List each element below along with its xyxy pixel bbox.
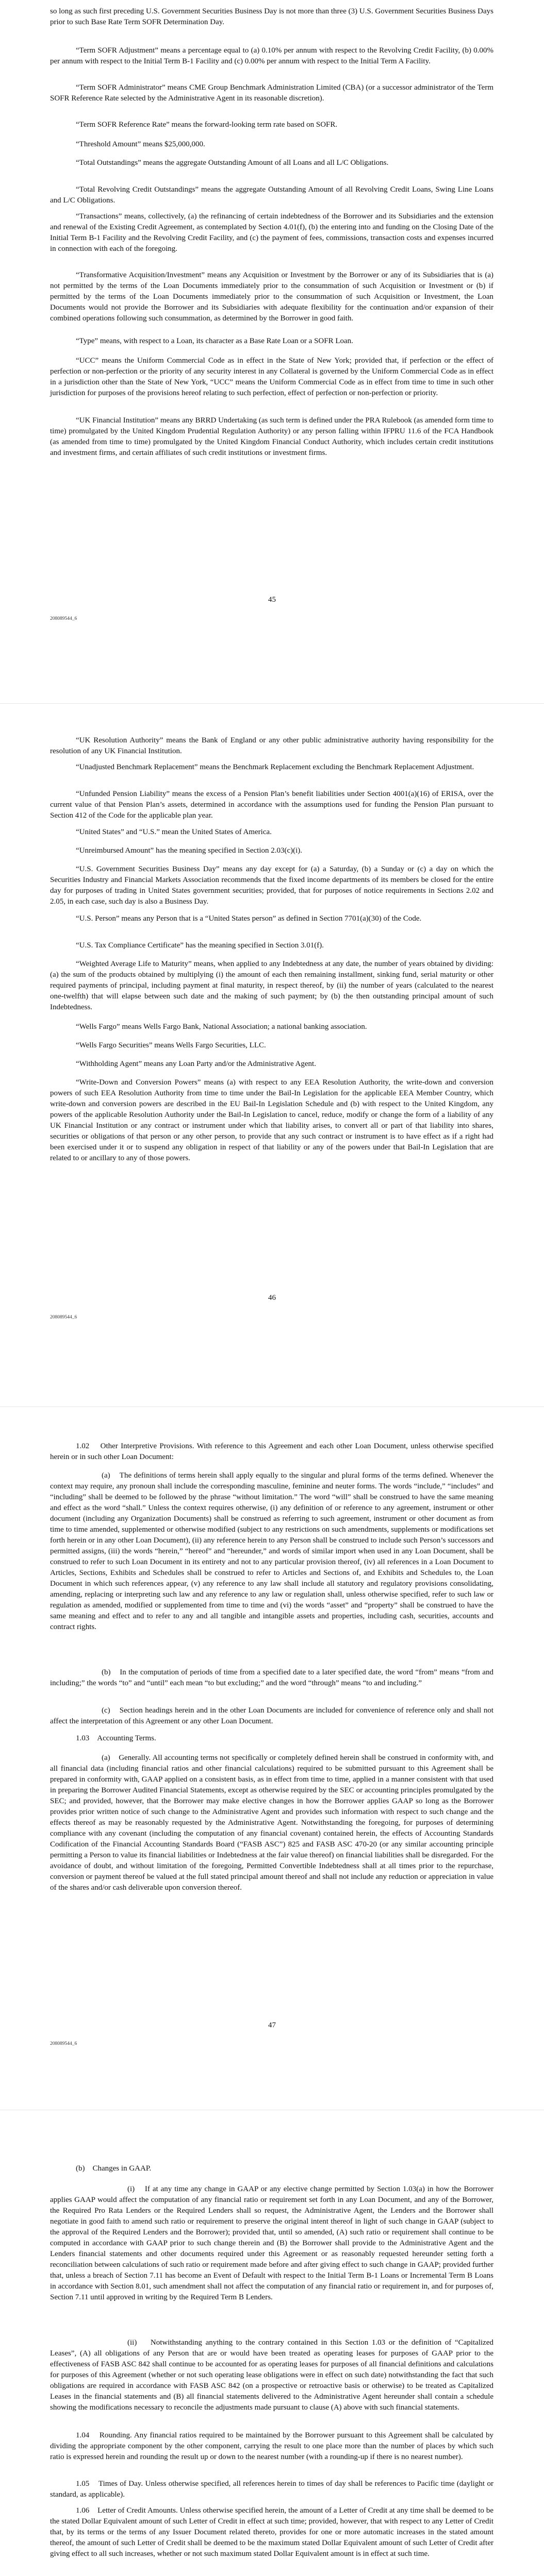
definition-withholding-agent: “Withholding Agent” means any Loan Party and/or the Administrative Agent. bbox=[76, 1060, 316, 1068]
page-48 bbox=[0, 2110, 544, 2576]
definition-term-sofr-administrator: “Term SOFR Administrator” means CME Group Benchmark Administration Limited (CBA) (or a successor administrator of the Term SOFR Reference Rate selected by the Administrative Agent in its reasonable discretion). bbox=[50, 83, 493, 103]
section-1-05: 1.05 Times of Day. Unless otherwise specified, all references herein to times of day shall be references to Pacific time (daylight or standard, as applicable). bbox=[50, 2480, 493, 2499]
definition-wells-fargo-securities: “Wells Fargo Securities” means Wells Fargo Securities, LLC. bbox=[76, 1041, 266, 1049]
section-1-03-b-ii: (ii) Notwithstanding anything to the contrary contained in this Section 1.03 or the definition of “Capitalized Leases”, (A) all obligations of any Person that are or would have been treated as operating leases for purposes of GAAP prior to the effectiveness of FASB ASC 842 shall continue to be accounted for as operating leases for purposes of all financial definitions and calculations for purposes of this Agreement (whether or not such operating lease obligations were in effect on such date) notwithstanding the fact that such obligations are required in accordance with FASB ASC 842 (on a prospective or retroactive basis or otherwise) to be treated as Capitalized Leases in the financial statements and (B) all financial statements delivered to the Administrative Agent hereunder shall contain a schedule showing the modifications necessary to reconcile the adjustments made pursuant to clause (A) above with such financial statements. bbox=[50, 2338, 493, 2412]
definition-unfunded-pension-liability: “Unfunded Pension Liability” means the excess of a Pension Plan’s benefit liabilities under Section 4001(a)(16) of ERISA, over the current value of that Pension Plan’s assets, determined in accordance with the assumptions used for funding the Pension Plan pursuant to Section 412 of the Code for the applicable plan year. bbox=[50, 790, 493, 820]
section-1-02-b: (b) In the computation of periods of time from a specified date to a later specified date, the word “from” means “from and including;” the words “to” and “until” each mean “to but excluding;” and the word “through” means “to and including.” bbox=[50, 1668, 493, 1687]
section-1-03-a: (a) Generally. All accounting terms not specifically or completely defined herein shall be construed in conformity with, and all financial data (including financial ratios and other financial calculations) required to be submitted pursuant to this Agreement shall be prepared in conformity with, GAAP applied on a consistent basis, as in effect from time to time, applied in a manner consistent with that used in preparing the Borrower Audited Financial Statements, except as otherwise required by the SEC or accounting principles promulgated by the SEC; and provided, however, that the Borrower may make elective changes in how the Borrower applies GAAP so long as the Borrower provides prior written notice of such change to the Administrative Agent and provides such information with respect to such change and the effects thereof as may be reasonably requested by the Administrative Agent. Notwithstanding the foregoing, for purposes of determining compliance with any covenant (including the computation of any financial covenant) contained herein, the effects of Accounting Standards Codification of the Financial Accounting Standards Board (“FASB ASC”) 825 and FASB ASC 470-20 (or any similar accounting principle permitting a Person to value its financial liabilities or Indebtedness at the fair value thereof) on financial liabilities shall be disregarded. For the avoidance of doubt, and without limitation of the foregoing, Permitted Convertible Indebtedness shall at all times prior to the repurchase, conversion or payment thereof be valued at the full stated principal amount thereof and shall not include any reduction or appreciation in value of the shares and/or cash deliverable upon conversion thereof. bbox=[50, 1754, 493, 1892]
definition-wells-fargo: “Wells Fargo” means Wells Fargo Bank, National Association; a national banking association. bbox=[76, 1023, 367, 1031]
definition-united-states: “United States” and “U.S.” mean the United States of America. bbox=[76, 828, 272, 836]
definition-uk-financial-institution: “UK Financial Institution” means any BRRD Undertaking (as such term is defined under the PRA Rulebook (as amended form time to time) promulgated by the United Kingdom Prudential Regulation Authority) or any person falling within IFPRU 11.6 of the FCA Handbook (as amended from time to time) promulgated by the United Kingdom Financial Conduct Authority, which includes certain credit institutions and investment firms, and certain affiliates of such credit institutions or investment firms. bbox=[50, 416, 493, 457]
section-1-06: 1.06 Letter of Credit Amounts. Unless otherwise specified herein, the amount of a Letter of Credit at any time shall be deemed to be the stated Dollar Equivalent amount of such Letter of Credit in effect at such time; provided, however, that with respect to any Letter of Credit that, by its terms or the terms of any Issuer Document related thereto, provides for one or more automatic increases in the stated amount thereof, the amount of such Letter of Credit shall be deemed to be the maximum stated Dollar Equivalent amount of such Letter of Credit after giving effect to all such increases, whether or not such maximum stated Dollar Equivalent amount is in effect at such time. bbox=[50, 2506, 493, 2558]
section-1-03-b-i: (i) If at any time any change in GAAP or any elective change permitted by Section 1.03(a) in how the Borrower applies GAAP would affect the computation of any financial ratio or requirement set forth in any Loan Document, and any of the Borrower, the Required Pro Rata Lenders or the Required Lenders shall so request, the Administrative Agent, the Lenders and the Borrower shall negotiate in good faith to amend such ratio or requirement to preserve the original intent thereof in light of such change in GAAP (subject to the approval of the Required Lenders and the Borrower); provided that, until so amended, (A) such ratio or requirement shall continue to be computed in accordance with GAAP prior to such change therein and (B) the Borrower shall provide to the Administrative Agent and the Lenders financial statements and other documents required under this Agreement or as reasonably requested hereunder setting forth a reconciliation between calculations of such ratio or requirement made before and after giving effect to such change in GAAP; provided further that, unless a breach of Section 7.11 has become an Event of Default with respect to the Initial Term B-1 Loans or Incremental Term B Loans in accordance with Section 8.01, such amendment shall not affect the computation of any financial ratio or requirement in, and for purposes of, Section 7.11 until approved in writing by the Required Term B Lenders. bbox=[50, 2185, 493, 2301]
definition-type: “Type” means, with respect to a Loan, its character as a Base Rate Loan or a SOFR Loan. bbox=[76, 337, 353, 345]
definition-threshold-amount: “Threshold Amount” means $25,000,000. bbox=[76, 140, 205, 148]
page-45 bbox=[0, 0, 544, 703]
page-number: 46 bbox=[268, 1294, 276, 1302]
definition-us-gov-securities-business-day: “U.S. Government Securities Business Day” means any day except for (a) a Saturday, (b) a Sunday or (c) a day on which the Securities Industry and Financial Markets Association recommends that the fixed income departments of its members be closed for the entire day for purposes of trading in United States government securities; provided, that for purposes of notice requirements in Sections 2.02 and 2.05, in each case, such day is also a Business Day. bbox=[50, 865, 493, 906]
definition-us-tax-compliance-certificate: “U.S. Tax Compliance Certificate” has the meaning specified in Section 3.01(f). bbox=[76, 941, 324, 950]
definition-unadjusted-benchmark-replacement: “Unadjusted Benchmark Replacement” means the Benchmark Replacement excluding the Benchmark Replacement Adjustment. bbox=[76, 763, 474, 771]
document-id: 208089544_6 bbox=[50, 1315, 77, 1320]
definition-total-revolving-credit-outstandings: “Total Revolving Credit Outstandings” means the aggregate Outstanding Amount of all Revolving Credit Loans, Swing Line Loans and L/C Obligations. bbox=[50, 185, 493, 205]
section-1-02-c: (c) Section headings herein and in the other Loan Documents are included for convenience of reference only and shall not affect the interpretation of this Agreement or any other Loan Document. bbox=[50, 1706, 493, 1725]
paragraph: so long as such first preceding U.S. Government Securities Business Day is not more than three (3) U.S. Government Securities Business Days prior to such Base Rate Term SOFR Determination Day. bbox=[50, 7, 493, 26]
document-id: 208089544_6 bbox=[50, 2041, 77, 2046]
section-1-02-heading: 1.02 Other Interpretive Provisions. With reference to this Agreement and each other Loan Document, unless otherwise specified herein or in such other Loan Document: bbox=[50, 1442, 493, 1461]
definition-uk-resolution-authority: “UK Resolution Authority” means the Bank of England or any other public administrative authority having responsibility for the resolution of any UK Financial Institution. bbox=[50, 736, 493, 755]
definition-unreimbursed-amount: “Unreimbursed Amount” has the meaning specified in Section 2.03(c)(i). bbox=[76, 846, 303, 855]
page-number: 47 bbox=[268, 2021, 276, 2029]
page-46 bbox=[0, 703, 544, 1406]
page-47 bbox=[0, 1406, 544, 2110]
definition-weighted-average-life: “Weighted Average Life to Maturity” means, when applied to any Indebtedness at any date, the number of years obtained by dividing: (a) the sum of the products obtained by multiplying (i) the amount of each then remaining installment, sinking fund, serial maturity or other required payments of principal, including payment at final maturity, in respect thereof, by (ii) the number of years (calculated to the nearest one-twelfth) that will elapse between such date and the making of such payment; by (b) the then outstanding principal amount of such Indebtedness. bbox=[50, 960, 493, 1011]
section-1-03-b-heading: (b) Changes in GAAP. bbox=[76, 2164, 152, 2173]
page-number: 45 bbox=[268, 596, 276, 604]
section-1-03-heading: 1.03 Accounting Terms. bbox=[76, 1734, 156, 1742]
document-id: 208089544_6 bbox=[50, 616, 77, 621]
section-1-04: 1.04 Rounding. Any financial ratios required to be maintained by the Borrower pursuant to this Agreement shall be calculated by dividing the appropriate component by the other component, carrying the result to one place more than the number of places by which such ratio is expressed herein and rounding the result up or down to the nearest number (with a rounding-up if there is no nearest number). bbox=[50, 2431, 493, 2461]
definition-ucc: “UCC” means the Uniform Commercial Code as in effect in the State of New York; provided that, if perfection or the effect of perfection or non-perfection or the priority of any security interest in any Collateral is governed by the Uniform Commercial Code as in effect in a jurisdiction other than the State of New York, “UCC” means the Uniform Commercial Code as in effect from time to time in such other jurisdiction for purposes of the provisions hereof relating to such perfection, effect of perfection or non-perfection or priority. bbox=[50, 357, 493, 397]
definition-write-down-and-conversion-powers: “Write-Down and Conversion Powers” means (a) with respect to any EEA Resolution Authority, the write-down and conversion powers of such EEA Resolution Authority from time to time under the Bail-In Legislation for the applicable EEA Member Country, which write-down and conversion powers are described in the EU Bail-In Legislation Schedule and (b) with respect to the United Kingdom, any powers of the applicable Resolution Authority under the Bail-In Legislation to cancel, reduce, modify or change the form of a liability of any UK Financial Institution or any contract or instrument under which that liability arises, to convert all or part of that liability into shares, securities or obligations of that person or any other person, to provide that any such contract or instrument is to have effect as if a right had been exercised under it or to suspend any obligation in respect of that liability or any of the powers under that Bail-In Legislation that are related to or ancillary to any of those powers. bbox=[50, 1078, 493, 1162]
definition-term-sofr-adjustment: “Term SOFR Adjustment” means a percentage equal to (a) 0.10% per annum with respect to the Revolving Credit Facility, (b) 0.00% per annum with respect to the Initial Term B-1 Facility and (c) 0.00% per annum with respect to the Initial Term A Facility. bbox=[50, 46, 493, 65]
definition-transformative-acquisition: “Transformative Acquisition/Investment” means any Acquisition or Investment by the Borrower or any of its Subsidiaries that is (a) not permitted by the terms of the Loan Documents immediately prior to the consummation of such Acquisition or Investment or (b) if permitted by the terms of the Loan Documents immediately prior to the consummation of such Acquisition or Investment, the Loan Documents would not provide the Borrower and its Subsidiaries with adequate flexibility for the continuation and/or expansion of their combined operations following such consummation, as determined by the Borrower in good faith. bbox=[50, 271, 493, 323]
section-1-02-a: (a) The definitions of terms herein shall apply equally to the singular and plural forms of the terms defined. Whenever the context may require, any pronoun shall include the corresponding masculine, feminine and neuter forms. The words “include,” “includes” and “including” shall be deemed to be followed by the phrase “without limitation.” The word “will” shall be construed to have the same meaning and effect as the word “shall.” Unless the context requires otherwise, (i) any definition of or reference to any agreement, instrument or other document (including any Organization Documents) shall be construed as referring to such agreement, instrument or other document as from time to time amended, supplemented or otherwise modified (subject to any restrictions on such amendments, supplements or modifications set forth herein or in any other Loan Document), (ii) any reference herein to any Person shall be construed to include such Person’s successors and permitted assigns, (iii) the words “herein,” “hereof” and “hereunder,” and words of similar import when used in any Loan Document, shall be construed to refer to such Loan Document in its entirety and not to any particular provision thereof, (iv) all references in a Loan Document to Articles, Sections, Exhibits and Schedules shall be construed to refer to Articles and Sections of, and Exhibits and Schedules to, the Loan Document in which such references appear, (v) any reference to any law shall include all statutory and regulatory provisions consolidating, amending, replacing or interpreting such law and any reference to any law or regulation shall, unless otherwise specified, refer to such law or regulation as amended, modified or supplemented from time to time and (vi) the words “asset” and “property” shall be construed to have the same meaning and effect and to refer to any and all tangible and intangible assets and properties, including cash, securities, accounts and contract rights. bbox=[50, 1471, 493, 1631]
definition-total-outstandings: “Total Outstandings” means the aggregate Outstanding Amount of all Loans and all L/C Obligations. bbox=[76, 159, 389, 167]
definition-term-sofr-reference-rate: “Term SOFR Reference Rate” means the forward-looking term rate based on SOFR. bbox=[76, 121, 338, 129]
definition-us-person: “U.S. Person” means any Person that is a “United States person” as defined in Section 7701(a)(30) of the Code. bbox=[76, 914, 422, 923]
definition-transactions: “Transactions” means, collectively, (a) the refinancing of certain indebtedness of the Borrower and its Subsidiaries and the extension and renewal of the Existing Credit Agreement, as contemplated by Section 4.01(f), (b) the entering into and funding on the Closing Date of the Initial Term B-1 Facility and the Revolving Credit Facility, and (c) the payment of fees, commissions, transaction costs and expenses incurred in connection with each of the foregoing. bbox=[50, 212, 493, 253]
